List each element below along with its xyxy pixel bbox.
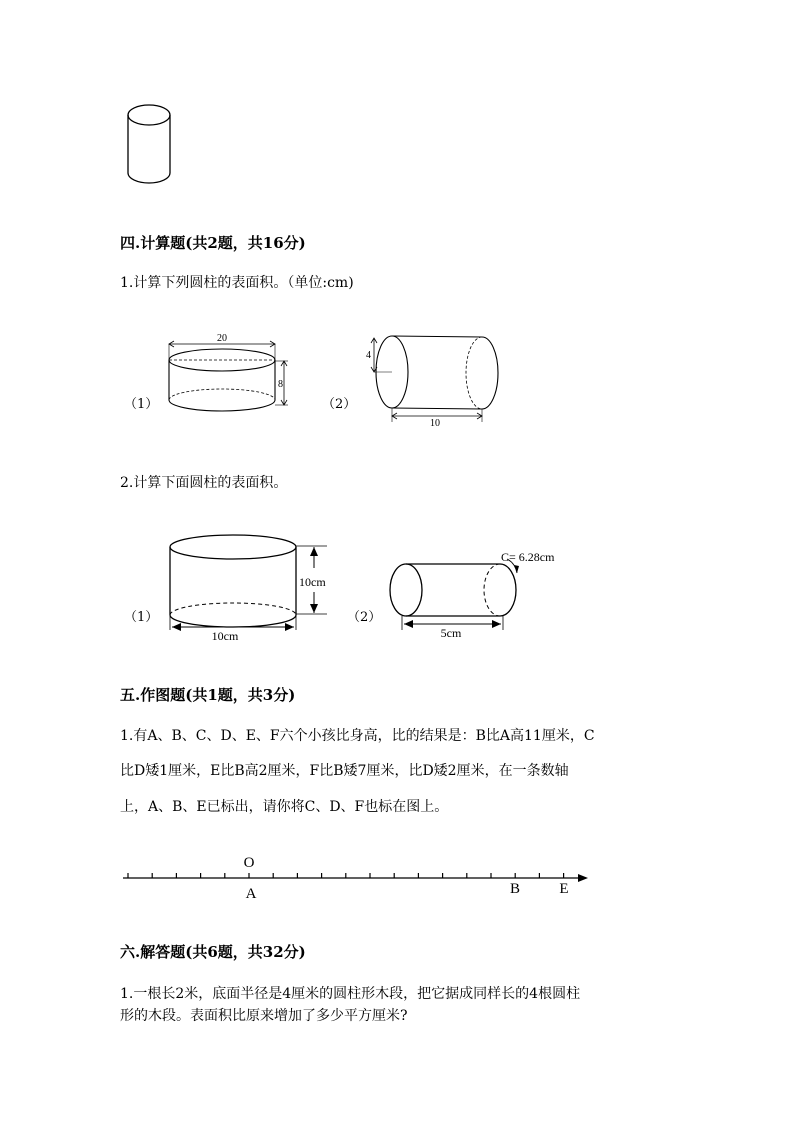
cylinder-figure-top [120,95,190,195]
dim-length: 5cm [440,626,462,640]
question-drawing-1-line2: 比D矮1厘米，E比B高2厘米，F比B矮7厘米，比D矮2厘米，在一条数轴 [120,763,569,779]
figure-label: （2） [347,610,382,625]
cylinder-figure-q2-1 [165,530,335,645]
cylinder-figure-q1-1 [160,330,300,425]
figure-label: （1） [124,397,159,412]
label-point-b: B [509,881,521,897]
dim-length: 10 [430,418,440,429]
section-title-answer: 六.解答题(共6题，共32分) [120,943,306,961]
question-calc-1: 1.计算下列圆柱的表面积。（单位:cm) [120,275,354,291]
question-drawing-1-line1: 1.有A、B、C、D、E、F六个小孩比身高，比的结果是：B比A高11厘米，C [120,728,595,744]
dim-height: 8 [278,379,283,390]
figure-label: （1） [124,610,159,625]
number-line [0,850,794,910]
dim-height: 10cm [299,575,326,589]
cylinder-figure-q2-2 [385,545,585,640]
cylinder-figure-q1-2 [360,330,510,430]
dim-diameter: 4 [366,350,371,361]
section-title-calc: 四.计算题(共2题，共16分) [120,234,306,252]
label-point-a: A [245,886,257,902]
question-drawing-1-line3: 上，A、B、E已标出，请你将C、D、F也标在图上。 [120,799,449,815]
question-answer-1-line1: 1.一根长2米，底面半径是4厘米的圆柱形木段，把它据成同样长的4根圆柱 [120,986,581,1002]
section-title-drawing: 五.作图题(共1题，共3分) [120,686,296,704]
label-origin: O [243,855,255,871]
dim-circumference: C= 6.28cm [501,550,555,564]
figure-label: （2） [322,397,357,412]
dim-diameter: 20 [217,333,227,344]
question-answer-1-line2: 形的木段。表面积比原来增加了多少平方厘米? [120,1008,408,1024]
dim-diameter: 10cm [211,629,239,643]
label-point-e: E [559,881,569,897]
question-calc-2: 2.计算下面圆柱的表面积。 [120,475,288,491]
